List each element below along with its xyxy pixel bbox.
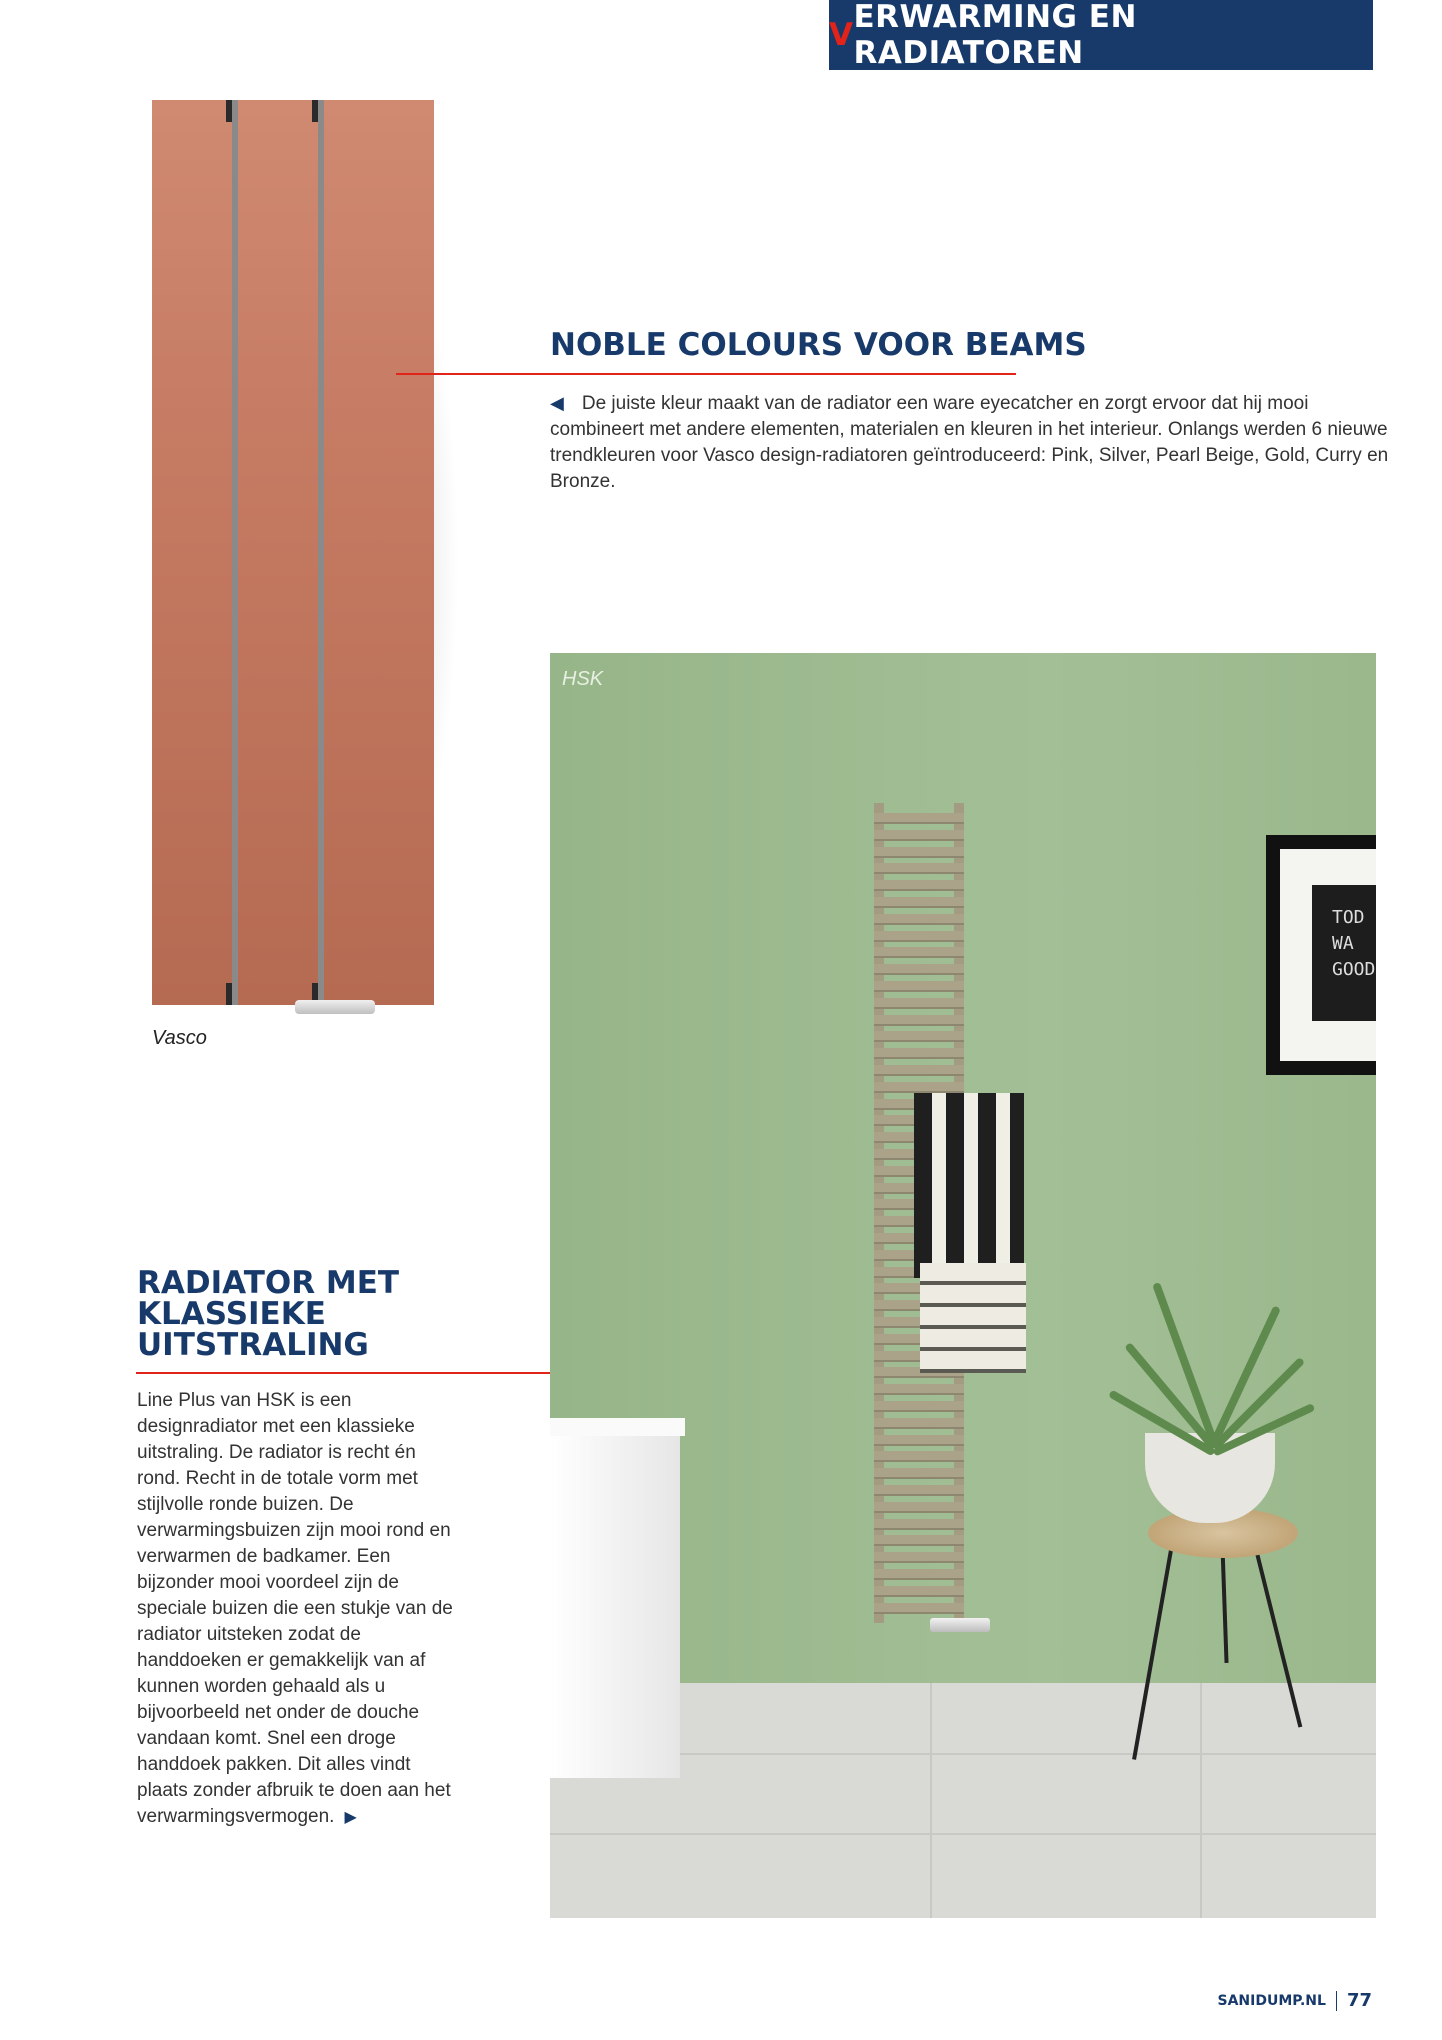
poster-line: WA xyxy=(1332,933,1354,954)
rail-rung xyxy=(874,964,964,975)
poster-line: TOD xyxy=(1332,907,1365,928)
rail-rung xyxy=(874,1569,964,1580)
striped-towel xyxy=(914,1093,1024,1278)
bathtub-rim xyxy=(550,1418,685,1436)
rail-rung xyxy=(874,1082,964,1093)
rail-rung xyxy=(874,830,964,841)
rail-rung xyxy=(874,931,964,942)
rail-rung xyxy=(874,1031,964,1042)
rail-rung xyxy=(874,1603,964,1614)
rail-side xyxy=(874,803,884,1623)
footer-separator xyxy=(1336,1991,1337,2011)
article-body-text: De juiste kleur maakt van de radiator een ware eyecatcher en zorgt ervoor dat hij mooi combineert met andere elementen, materialen en kleuren in het interieur. Onlangs werden 6 nieuwe trendkleuren voor Vasco design-radiatoren geïntroduceerd: Pink, Silver, Pearl Beige, Gold, Curry en Bronze. xyxy=(550,393,1389,492)
rail-rung xyxy=(874,998,964,1009)
radiator-clip xyxy=(312,100,318,122)
tile-line xyxy=(930,1683,932,1918)
radiator-clip xyxy=(226,983,232,1005)
rail-rung xyxy=(874,1485,964,1496)
radiator-valve xyxy=(295,1000,375,1014)
rail-rung xyxy=(874,1065,964,1076)
radiator-panel xyxy=(152,100,232,1005)
radiator-valves xyxy=(930,1618,990,1632)
arrow-left-icon: ◀ xyxy=(550,393,564,413)
rail-rung xyxy=(874,1502,964,1513)
hsk-bathroom-photo xyxy=(550,653,1376,1918)
rail-rung xyxy=(874,914,964,925)
page-number: 77 xyxy=(1346,1990,1372,2011)
rail-rung xyxy=(874,1418,964,1429)
radiator-panel xyxy=(324,100,434,1005)
section-header xyxy=(829,0,1373,70)
rail-rung xyxy=(874,897,964,908)
heading-line: RADIATOR MET xyxy=(137,1265,400,1301)
rail-rung xyxy=(874,847,964,858)
vasco-radiator-image xyxy=(152,100,434,1005)
page-footer xyxy=(1218,1990,1372,2011)
bathtub xyxy=(550,1418,680,1778)
heading-line: KLASSIEKE xyxy=(137,1296,326,1332)
rail-rung xyxy=(874,880,964,891)
poster-art xyxy=(1312,885,1376,1021)
rail-rung xyxy=(874,1435,964,1446)
radiator-panel xyxy=(238,100,318,1005)
arrow-right-icon: ▶ xyxy=(344,1809,357,1826)
footer-site: SANIDUMP.NL xyxy=(1217,1992,1326,2009)
tile-line xyxy=(550,1833,1376,1835)
article-body-klassieke-uitstraling xyxy=(137,1388,457,1831)
section-header-initial: V xyxy=(829,17,854,53)
article-body-text: Line Plus van HSK is een designradiator met een klassieke uitstraling. De radiator is recht én rond. Recht in de totale vorm met stijlvolle ronde buizen. De verwarmingsbuizen zijn mooi rond en verwarmen de badkamer. Een bijzonder mooi voordeel zijn de speciale buizen die een stukje van de radiator uitsteken zodat de handdoeken er gemakkelijk van af kunnen worden gehaald als u bijvoorbeeld net onder de douche vandaan komt. Snel een droge handdoek pakken. Dit alles vindt plaats zonder afbruik te doen aan het verwarmingsvermogen. xyxy=(137,1390,453,1827)
rail-rung xyxy=(874,1048,964,1059)
poster-line: GOOD xyxy=(1332,959,1376,980)
article-heading-noble-colours: NOBLE COLOURS VOOR BEAMS xyxy=(550,327,1087,363)
article-body-noble-colours xyxy=(550,390,1390,495)
rail-rung xyxy=(874,1586,964,1597)
rail-rung xyxy=(874,1401,964,1412)
caption-hsk: HSK xyxy=(562,668,604,690)
tile-line xyxy=(1200,1683,1202,1918)
rail-rung xyxy=(874,1451,964,1462)
rail-rung xyxy=(874,1552,964,1563)
rail-rung xyxy=(874,1519,964,1530)
rail-rung xyxy=(874,1015,964,1026)
article-heading-klassieke-uitstraling xyxy=(137,1265,437,1363)
section-header-title: ERWARMING EN RADIATOREN xyxy=(853,0,1137,71)
red-divider xyxy=(396,373,1016,375)
rail-rung xyxy=(874,863,964,874)
rail-rung xyxy=(874,1535,964,1546)
red-divider xyxy=(136,1372,550,1374)
radiator-clip xyxy=(226,100,232,122)
rail-rung xyxy=(874,947,964,958)
rail-rung xyxy=(874,981,964,992)
rail-rung xyxy=(874,813,964,824)
rail-rung xyxy=(874,1468,964,1479)
caption-vasco: Vasco xyxy=(152,1027,207,1049)
rail-rung xyxy=(874,1384,964,1395)
hand-towel xyxy=(920,1263,1026,1373)
heading-line: UITSTRALING xyxy=(137,1327,369,1363)
